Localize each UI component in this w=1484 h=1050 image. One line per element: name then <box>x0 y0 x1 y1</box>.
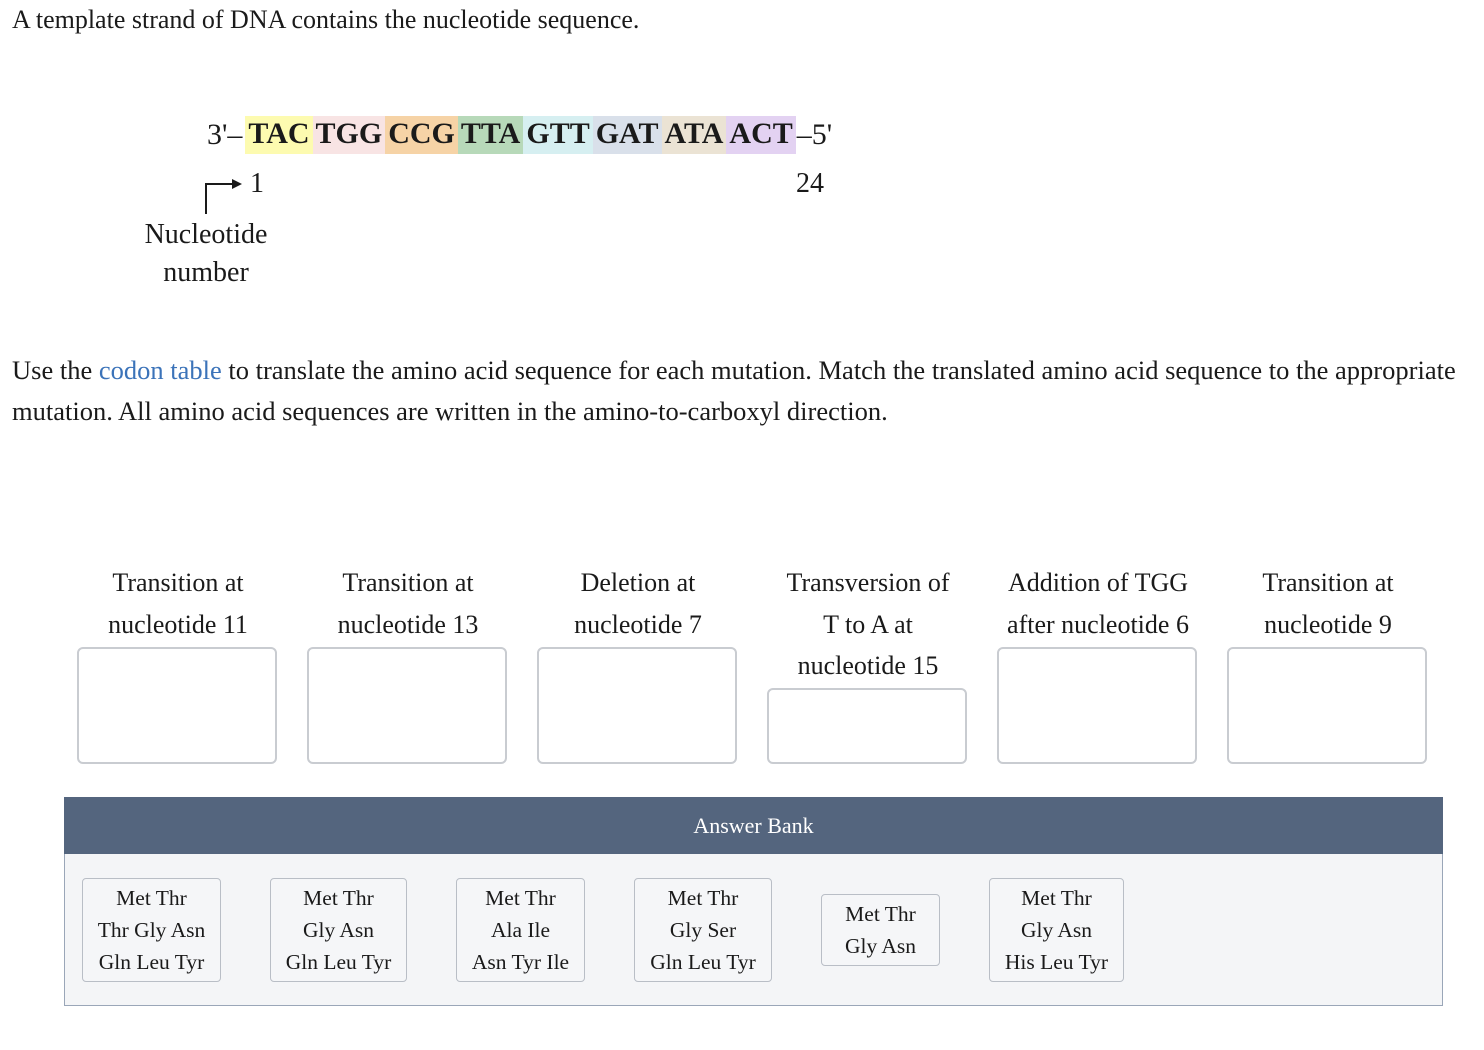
mutation-label-line: Transition at <box>342 568 474 597</box>
codon-4: TTA <box>458 116 523 154</box>
answer-chip-5[interactable] <box>821 894 940 966</box>
answer-chip-line: Ala Ile <box>490 918 551 942</box>
mutation-label-1 <box>77 562 279 645</box>
answer-chip-line: Met Thr <box>303 886 374 910</box>
drop-zone-4[interactable] <box>767 688 967 764</box>
mutation-label-2 <box>307 562 509 645</box>
answer-chip-line: Gly Ser <box>669 918 737 942</box>
answer-chip-line: Met Thr <box>1021 886 1092 910</box>
mutation-label-4 <box>767 562 969 687</box>
mutation-label-line: Transition at <box>112 568 244 597</box>
drop-zone-2[interactable] <box>307 647 507 764</box>
mutation-label-5 <box>997 562 1199 645</box>
answer-chip-2[interactable] <box>270 878 407 982</box>
drop-zone-6[interactable] <box>1227 647 1427 764</box>
answer-chip-6[interactable] <box>989 878 1124 982</box>
answer-chip-line: Met Thr <box>845 902 916 926</box>
instructions-suffix: to translate the amino acid sequence for each mutation. Match the translated amino acid sequence to the appropriate mutation. All amino acid sequences are written in the amino-to-carboxyl direction. <box>12 355 1456 426</box>
answer-chip-3[interactable] <box>456 878 585 982</box>
answer-chip-line: Asn Tyr Ile <box>471 950 570 974</box>
mutation-label-line: Addition of TGG <box>1007 568 1189 597</box>
mutation-label-line: nucleotide 15 <box>797 651 939 680</box>
mutation-label-6 <box>1227 562 1429 645</box>
nucleotide-label-line2: number <box>163 257 249 288</box>
answer-chip-line: His Leu Tyr <box>1004 950 1109 974</box>
five-prime-label: –5' <box>796 118 833 151</box>
drop-zone-3[interactable] <box>537 647 737 764</box>
answer-chip-line: Thr Gly Asn <box>97 918 206 942</box>
mutation-label-line: nucleotide 13 <box>337 609 479 639</box>
mutation-label-line: T to A at <box>823 609 913 639</box>
instructions-prefix: Use the <box>12 355 99 385</box>
answer-chip-line: Met Thr <box>485 886 556 910</box>
codon-8: ACT <box>726 116 795 154</box>
mutation-label-line: Deletion at <box>580 568 696 597</box>
answer-chip-1[interactable] <box>82 878 221 982</box>
mutation-label-3 <box>537 562 739 645</box>
end-nucleotide-number: 24 <box>796 168 824 199</box>
answer-chip-line: Gly Asn <box>1020 918 1093 942</box>
answer-chip-line: Gln Leu Tyr <box>650 950 756 974</box>
codon-5: GTT <box>523 116 592 154</box>
codon-2: TGG <box>313 116 386 154</box>
mutation-label-line: Transition at <box>1262 568 1394 597</box>
answer-bank <box>64 854 1443 1006</box>
answer-chip-line: Met Thr <box>667 886 739 910</box>
codon-6: GAT <box>593 116 662 154</box>
start-nucleotide-number: 1 <box>250 168 264 199</box>
answer-chip-4[interactable] <box>634 878 772 982</box>
mutation-label-line: after nucleotide 6 <box>1007 609 1189 639</box>
mutation-label-line: nucleotide 11 <box>108 609 248 639</box>
answer-chip-line: Gly Asn <box>302 918 375 942</box>
codon-3: CCG <box>385 116 458 154</box>
codon-7: ATA <box>662 116 727 154</box>
mutation-label-line: nucleotide 7 <box>574 609 702 639</box>
answer-bank-header <box>64 797 1443 854</box>
answer-chip-line: Gly Asn <box>844 934 917 958</box>
bent-arrow-icon <box>200 172 248 216</box>
answer-chip-line: Gln Leu Tyr <box>98 950 205 974</box>
drop-zone-1[interactable] <box>77 647 277 764</box>
codon-table-link[interactable]: codon table <box>98 355 222 385</box>
mutation-label-line: nucleotide 9 <box>1264 609 1392 639</box>
intro-text: A template strand of DNA contains the nucleotide sequence. <box>12 5 640 34</box>
codon-1: TAC <box>245 116 312 154</box>
drop-zone-5[interactable] <box>997 647 1197 764</box>
answer-chip-line: Met Thr <box>116 886 187 910</box>
dna-sequence <box>206 115 833 155</box>
nucleotide-label-line1: Nucleotide <box>144 219 268 250</box>
answer-chip-line: Gln Leu Tyr <box>285 950 392 974</box>
mutation-label-line: Transversion of <box>786 568 950 597</box>
three-prime-label: 3'– <box>207 118 243 151</box>
instructions <box>12 350 1472 432</box>
nucleotide-number-label <box>126 216 286 292</box>
answer-bank-title: Answer Bank <box>693 812 814 838</box>
